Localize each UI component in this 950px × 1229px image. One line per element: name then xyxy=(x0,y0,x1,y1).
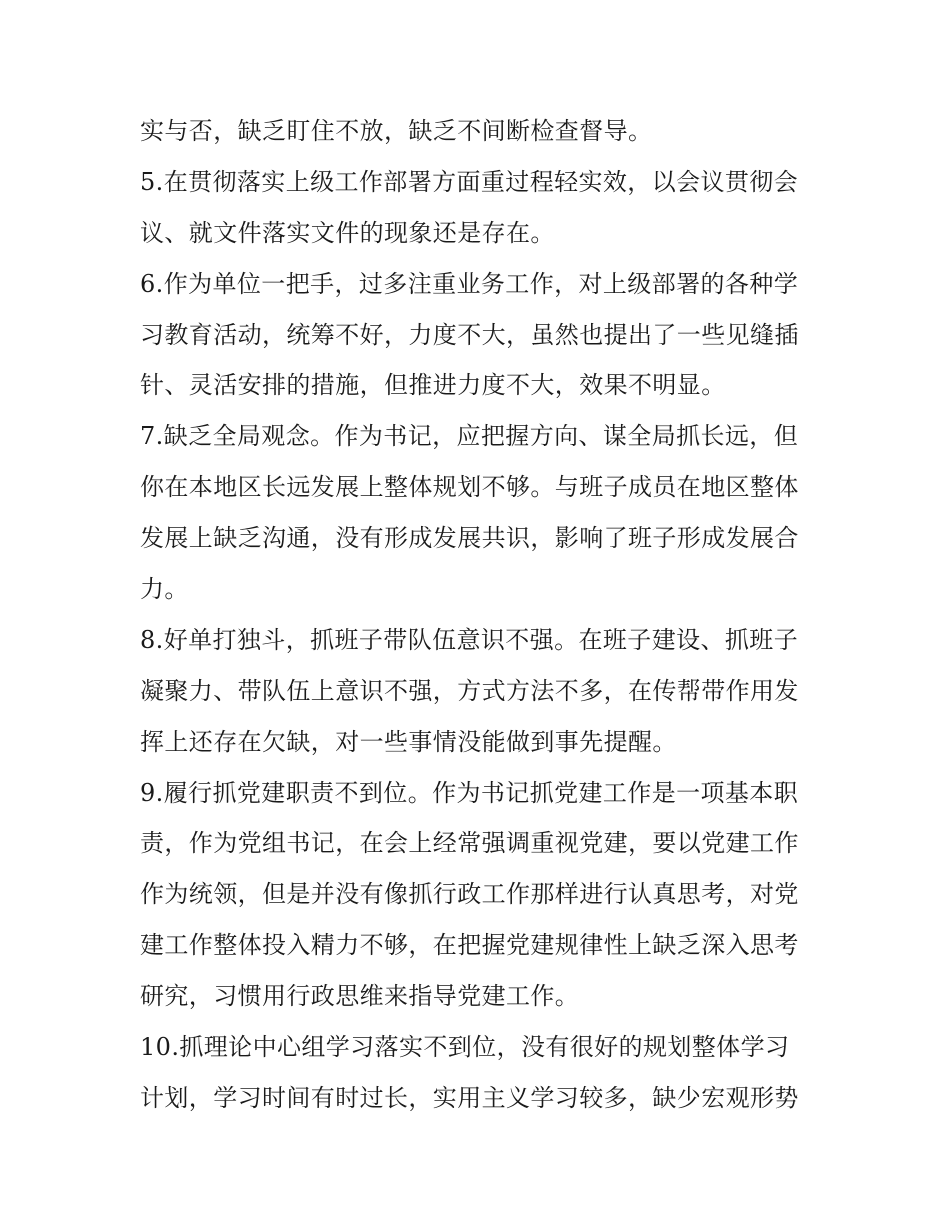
text-line: 你在本地区长远发展上整体规划不够。与班子成员在地区整体 xyxy=(140,473,799,502)
text-line: 凝聚力、带队伍上意识不强，方式方法不多，在传帮带作用发 xyxy=(140,676,799,705)
text-line: 计划，学习时间有时过长，实用主义学习较多，缺少宏观形势 xyxy=(140,1083,799,1112)
text-line: 发展上缺乏沟通，没有形成发展共识，影响了班子形成发展合 xyxy=(140,524,799,553)
text-line: 建工作整体投入精力不够，在把握党建规律性上缺乏深入思考 xyxy=(140,931,799,960)
text-line: 实与否，缺乏盯住不放，缺乏不间断检查督导。 xyxy=(140,117,653,145)
text-line: 责，作为党组书记，在会上经常强调重视党建，要以党建工作 xyxy=(140,829,799,858)
text-line: 7.缺乏全局观念。作为书记，应把握方向、谋全局抓长远，但 xyxy=(140,422,799,451)
text-line: 议、就文件落实文件的现象还是存在。 xyxy=(140,218,555,247)
text-line: 研究，习惯用行政思维来指导党建工作。 xyxy=(140,982,580,1011)
document-page xyxy=(140,106,820,1124)
text-line: 5.在贯彻落实上级工作部署方面重过程轻实效，以会议贯彻会 xyxy=(140,167,799,196)
text-line: 挥上还存在欠缺，对一些事情没能做到事先提醒。 xyxy=(140,727,677,756)
text-line: 习教育活动，统筹不好，力度不大，虽然也提出了一些见缝插 xyxy=(140,320,799,349)
text-line: 针、灵活安排的措施，但推进力度不大，效果不明显。 xyxy=(140,371,726,400)
text-line: 力。 xyxy=(140,575,189,604)
text-line: 9.履行抓党建职责不到位。作为书记抓党建工作是一项基本职 xyxy=(140,778,799,807)
text-line: 6.作为单位一把手，过多注重业务工作，对上级部署的各种学 xyxy=(140,269,799,298)
text-line: 作为统领，但是并没有像抓行政工作那样进行认真思考，对党 xyxy=(140,880,799,909)
text-line: 10.抓理论中心组学习落实不到位，没有很好的规划整体学习 xyxy=(140,1033,790,1062)
text-line: 8.好单打独斗，抓班子带队伍意识不强。在班子建设、抓班子 xyxy=(140,625,799,654)
